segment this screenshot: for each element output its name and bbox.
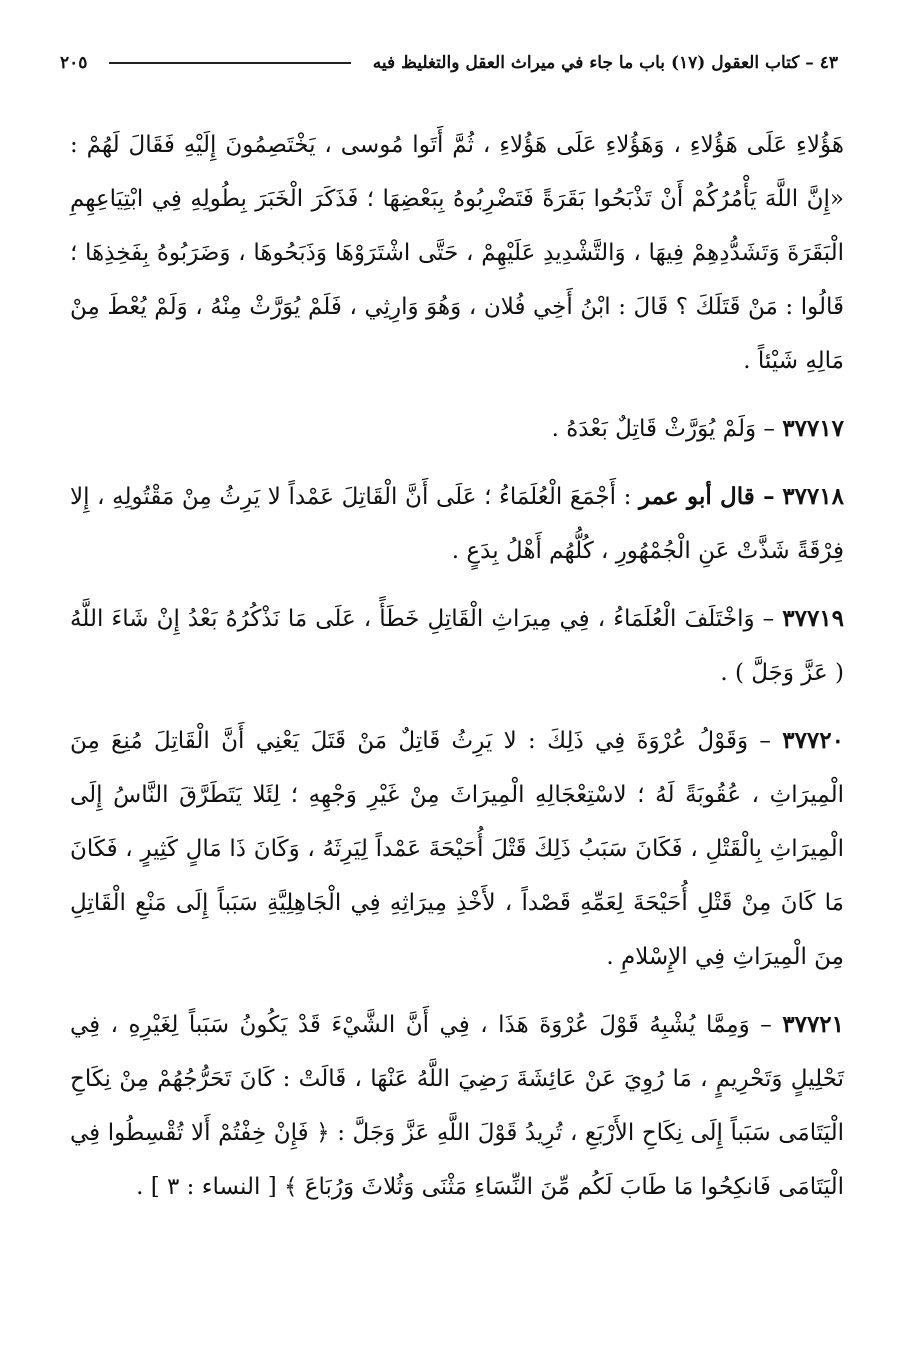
paragraph-37718 xyxy=(70,470,844,578)
paragraph-37721 xyxy=(70,998,844,1214)
paragraph-number: ٣٧٧٢١ xyxy=(782,1011,845,1038)
page-header xyxy=(60,48,838,78)
paragraph-number: ٣٧٧١٩ xyxy=(782,605,845,632)
paragraph-37719 xyxy=(70,592,844,700)
page-number: ٢٠٥ xyxy=(60,53,88,73)
paragraph-37720 xyxy=(70,714,844,984)
body-text xyxy=(70,118,844,1228)
paragraph-text: – وَقَوْلُ عُرْوَةَ فِي ذَلِكَ : لا يَرِثُ قَاتِلٌ مَنْ قَتَلَ يَعْنِي أَنَّ الْقَاتِلَ مُنِعَ مِنَ الْمِيرَاثِ ، عُقُوبَةً لَهُ ؛ لاسْتِعْجَالِهِ الْمِيرَاثَ مِنْ غَيْرِ وَجْهِهِ ؛ لِئَلا يَتَطَرَّقَ النَّاسُ إِلَى الْمِيرَاثِ بِالْقَتْلِ ، فَكَانَ سَبَبُ ذَلِكَ قَتْلَ أُحَيْحَةَ عَمْداً لِيَرِثَهُ ، وَكَانَ ذَا مَالٍ كَثِيرٍ ، فَكَانَ مَا كَانَ مِنْ قَتْلِ أُحَيْحَةَ لِعَمِّهِ قَصْداً ، لأَخْذِ مِيرَاثِهِ فِي الْجَاهِلِيَّةِ سَبَباً إِلَى مَنْعِ الْقَاتِلِ مِنَ الْمِيرَاثِ فِي الإِسْلامِ . xyxy=(70,728,844,970)
paragraph-number: ٣٧٧١٧ xyxy=(782,415,844,442)
paragraph-text: – وَمِمَّا يُشْبِهُ قَوْلَ عُرْوَةَ هَذَا ، فِي أَنَّ الشَّيْءَ قَدْ يَكُونُ سَبَباً لِغَيْرِهِ ، فِي تَحْلِيلٍ وَتَحْرِيمٍ ، مَا رُوِيَ عَنْ عَائِشَةَ رَضِيَ اللَّهُ عَنْهَا ، قَالَتْ : كَانَ تَحَرُّجُهُمْ مِنْ نِكَاحِ الْيَتَامَى سَبَباً إِلَى نِكَاحِ الأَرْبَعِ ، تُرِيدُ قَوْلَ اللَّهِ عَزَّ وَجَلَّ : ﴿ فَإِنْ خِفْتُمْ أَلا تُقْسِطُوا فِي الْيَتَامَى فَانكِحُوا مَا طَابَ لَكُم مِّنَ النِّسَاءِ مَثْنَى وَثُلاثَ وَرُبَاعَ ﴾ [ النساء : ٣ ] . xyxy=(70,1012,844,1200)
header-rule xyxy=(109,62,350,64)
paragraph-text: – وَلَمْ يُوَرَّثْ قَاتِلٌ بَعْدَهُ . xyxy=(551,416,775,442)
paragraph-number: ٣٧٧١٨ xyxy=(782,483,844,510)
paragraph-text: هَؤُلاءِ عَلَى هَؤُلاءِ ، وَهَؤُلاءِ عَلَى هَؤُلاءِ ، ثُمَّ أَتَوا مُوسى ، يَخْتَصِمُونَ إِلَيْهِ فَقَالَ لَهُمْ : «إِنَّ اللَّهَ يَأْمُرُكُمْ أَنْ تَذْبَحُوا بَقَرَةً فَتَضْرِبُوهُ بِبَعْضِهَا ؛ فَذَكَرَ الْخَبَرَ بِطُولِهِ فِي ابْتِيَاعِهِمِ الْبَقَرَةَ وَتَشَدُّدِهِمْ فِيهَا ، وَالتَّشْدِيدِ عَلَيْهِمْ ، حَتَّى اشْتَرَوْهَا وَذَبَحُوهَا ، وَضَرَبُوهُ بِفَخِذِهَا ؛ قَالُوا : مَنْ قَتَلَكَ ؟ قَالَ : ابْنُ أَخِي فُلان ، وَهُوَ وَارِثِي ، فَلَمْ يُوَرَّثْ مِنْهُ ، وَلَمْ يُعْطَ مِنْ مَالِهِ شَيْئاً . xyxy=(70,132,845,374)
paragraph-number: ٣٧٧٢٠ xyxy=(782,727,844,754)
running-title: ٤٣ – كتاب العقول (١٧) باب ما جاء في ميراث العقل والتغليظ فيه xyxy=(372,53,838,73)
paragraph-continuation xyxy=(70,118,844,388)
paragraph-text: – وَاخْتَلَفَ الْعُلَمَاءُ ، فِي مِيرَاثِ الْقَاتِلِ خَطَأً ، عَلَى مَا نَذْكُرُهُ بَعْدُ إِنْ شَاءَ اللَّهُ ( عَزَّ وَجَلَّ ) . xyxy=(70,606,844,686)
speaker-name: – قال أبو عمر xyxy=(639,483,775,510)
paragraph-text: : أَجْمَعَ الْعُلَمَاءُ ؛ عَلَى أَنَّ الْقَاتِلَ عَمْداً لا يَرِثُ مِنْ مَقْتُولِهِ ، إِلا فِرْقَةً شَذَّتْ عَنِ الْجُمْهُورِ ، كُلُّهُم أَهْلُ بِدَعٍ . xyxy=(70,484,844,564)
paragraph-37717 xyxy=(70,402,844,456)
